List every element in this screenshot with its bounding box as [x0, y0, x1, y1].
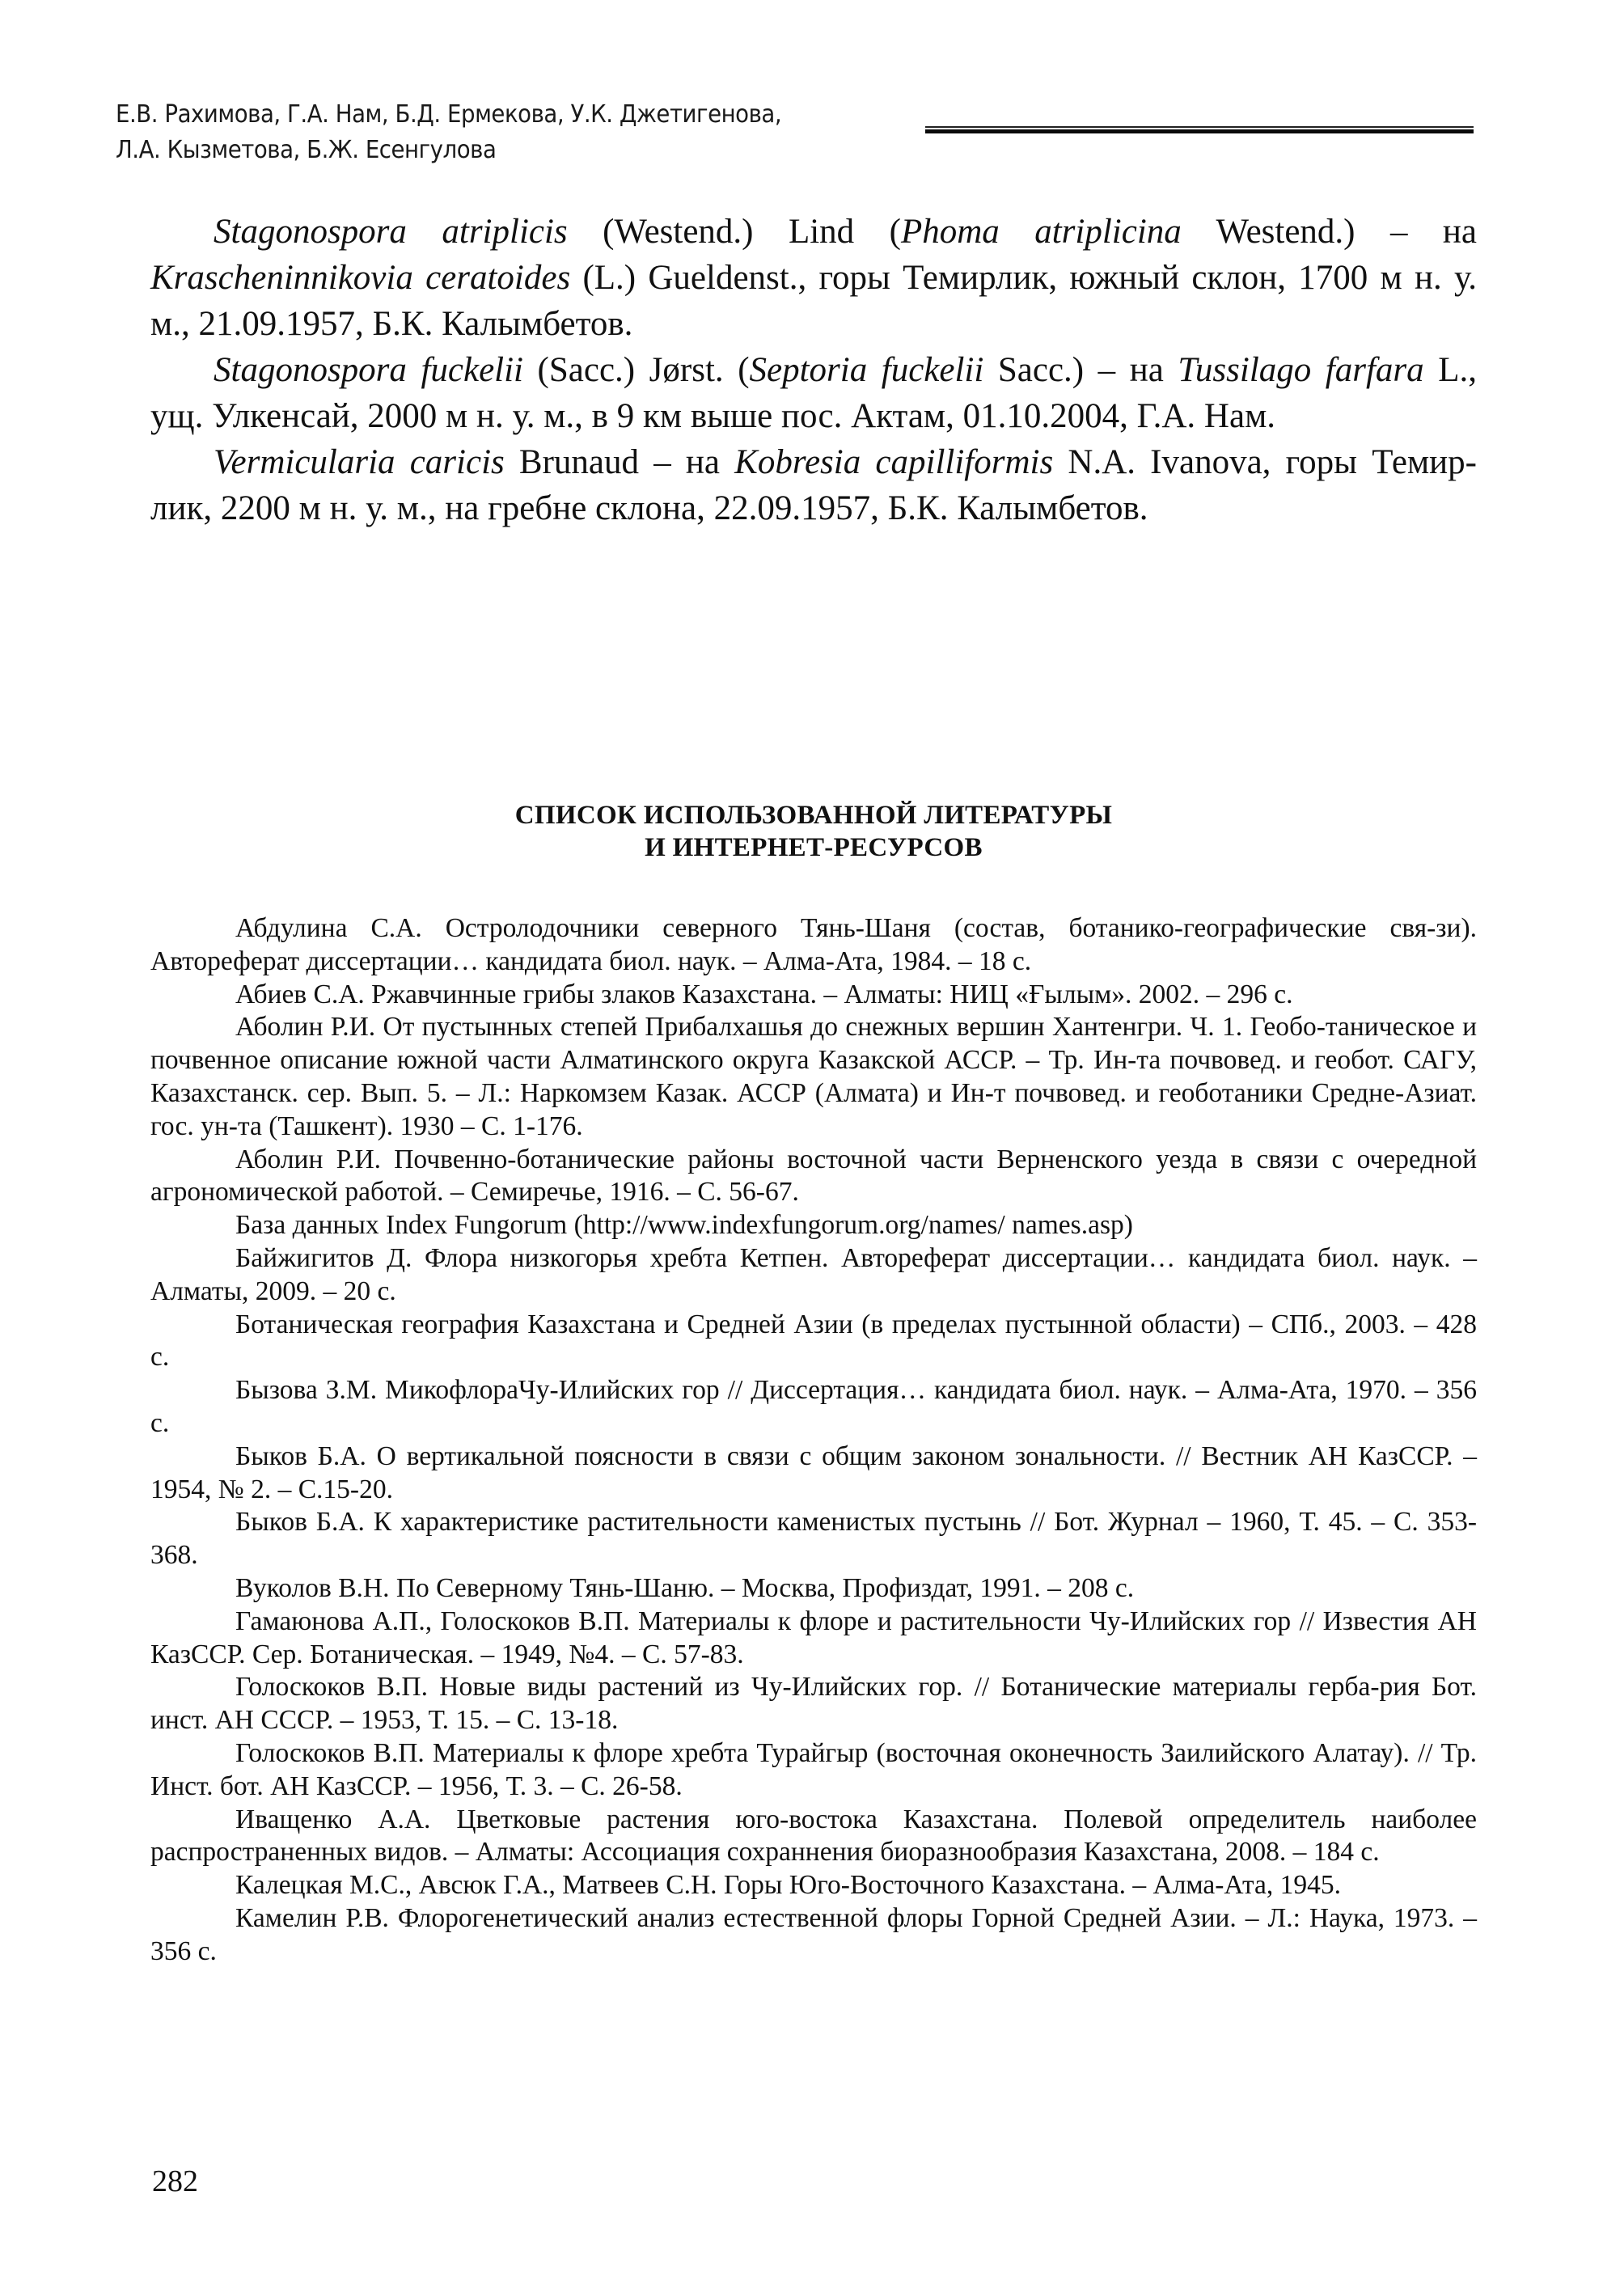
reference-item: Вуколов В.Н. По Северному Тянь-Шаню. – Москва, Профиздат, 1991. – 208 с.: [235, 1572, 1135, 1603]
references-heading-line-2: И ИНТЕРНЕТ-РЕСУРСОВ: [645, 833, 983, 862]
host-name: Kobresia capilliformis: [734, 443, 1054, 481]
host-name: Tussilago farfara: [1178, 351, 1424, 389]
reference-item: Бызова З.М. МикофлораЧу-Илийских гор // Диссертация… кандидата биол. наук. – Алма-Ата, 1970. – 356 с.: [150, 1375, 1477, 1438]
reference-item: Быков Б.А. О вертикальной поясности в связи с общим законом зональности. // Вестник АН КазССР. – 1954, № 2. – С.15-20.: [150, 1441, 1477, 1504]
authors-line-1: Е.В. Рахимова, Г.А. Нам, Б.Д. Ермекова, У.К. Джетигенова,: [116, 100, 782, 129]
reference-item: Голоскоков В.П. Материалы к флоре хребта Турайгыр (восточная оконечность Заилийского Алатау). // Тр. Инст. бот. АН КазССР. – 1956, Т. 3. – С. 26-58.: [150, 1737, 1477, 1801]
header-rule-thin: [925, 126, 1474, 128]
reference-item: Камелин Р.В. Флорогенетический анализ естественной флоры Горной Средней Азии. – Л.: Наука, 1973. – 356 с.: [150, 1902, 1477, 1966]
running-head-authors: [116, 97, 830, 168]
references-heading-line-1: СПИСОК ИСПОЛЬЗОВАННОЙ ЛИТЕРАТУРЫ: [514, 801, 1113, 830]
reference-item: Калецкая М.С., Авсюк Г.А., Матвеев С.Н. Горы Юго-Восточного Казахстана. – Алма-Ата, 1945.: [235, 1870, 1341, 1901]
references-list: [150, 912, 1477, 1969]
synonym-name: Septoria fuckelii: [749, 351, 984, 389]
species-name: Stagonospora fuckelii: [214, 351, 524, 389]
specimen-records: [150, 209, 1477, 531]
authors-line-2: Л.А. Кызметова, Б.Ж. Есенгулова: [116, 136, 497, 164]
specimen-record: Stagonospora fuckelii (Sacc.) Jørst. (Septoria fuckelii Sacc.) – на Tussilago farfara L., ущ. Улкенсай, 2000 м н. у. м., в 9 км выше пос. Актам, 01.10.2004, Г.А. Нам.: [150, 351, 1477, 435]
synonym-name: Phoma atriplicina: [900, 213, 1182, 251]
species-name: Stagonospora atriplicis: [214, 213, 568, 251]
references-heading: [150, 799, 1477, 864]
species-name: Vermicularia caricis: [214, 443, 505, 481]
header-rule-thick: [925, 129, 1474, 133]
reference-item: Ботаническая география Казахстана и Средней Азии (в пределах пустынной области) – СПб., 2003. – 428 с.: [150, 1309, 1477, 1373]
reference-item: Аболин Р.И. От пустынных степей Прибалхашья до снежных вершин Хантенгри. Ч. 1. Геобо-таническое и почвенное описание южной части Алматинского округа Казакской АССР. – Тр. Ин-та почвовед. и геобот. САГУ, Казахстанск. сер. Вып. 5. – Л.: Наркомзем Казак. АССР (Алмата) и Ин-т почвовед. и геоботаники Средне-Азиат. гос. ун-та (Ташкент). 1930 – С. 1-176.: [150, 1012, 1477, 1141]
host-name: Krascheninnikovia ceratoides: [150, 259, 571, 297]
page-number: 282: [152, 2164, 198, 2198]
reference-item: Гамаюнова А.П., Голоскоков В.П. Материалы к флоре и растительности Чу-Илийских гор // Известия АН КазССР. Сер. Ботаническая. – 1949, №4. – С. 57-83.: [150, 1606, 1477, 1669]
reference-item: Голоскоков В.П. Новые виды растений из Чу-Илийских гор. // Ботанические материалы герба-рия Бот. инст. АН СССР. – 1953, Т. 15. – С. 13-18.: [150, 1672, 1477, 1736]
specimen-record: Vermicularia caricis Brunaud – на Kobresia capilliformis N.A. Ivanova, горы Темир-лик, 2200 м н. у. м., на гребне склона, 22.09.1957, Б.К. Калымбетов.: [150, 443, 1477, 527]
reference-item: Аболин Р.И. Почвенно-ботанические районы восточной части Верненского уезда в связи с очередной агрономической работой. – Семиречье, 1916. – С. 56-67.: [150, 1144, 1477, 1208]
specimen-record: Stagonospora atriplicis (Westend.) Lind (Phoma atriplicina Westend.) – на Krascheninnikovia ceratoides (L.) Gueldenst., горы Темирлик, южный склон, 1700 м н. у. м., 21.09.1957, Б.К. Калымбетов.: [150, 213, 1478, 343]
reference-item: Иващенко А.А. Цветковые растения юго-востока Казахстана. Полевой определитель наиболее распространенных видов. – Алматы: Ассоциация сохраннения биоразнообразия Казахстана, 2008. – 184 с.: [150, 1804, 1477, 1868]
header-double-rule: [925, 126, 1474, 134]
reference-item: Абдулина С.А. Остролодочники северного Тянь-Шаня (состав, ботанико-географические свя-зи). Автореферат диссертации… кандидата биол. наук. – Алма-Ата, 1984. – 18 с.: [150, 913, 1477, 976]
reference-item: Абиев С.А. Ржавчинные грибы злаков Казахстана. – Алматы: НИЦ «Ғылым». 2002. – 296 с.: [235, 979, 1293, 1009]
reference-item: Быков Б.А. К характеристике растительности каменистых пустынь // Бот. Журнал – 1960, Т. 45. – С. 353-368.: [150, 1507, 1477, 1571]
reference-item: База данных Index Fungorum (http://www.indexfungorum.org/names/ names.asp): [235, 1210, 1133, 1241]
reference-item: Байжигитов Д. Флора низкогорья хребта Кетпен. Автореферат диссертации… кандидата биол. наук. – Алматы, 2009. – 20 с.: [150, 1242, 1477, 1306]
